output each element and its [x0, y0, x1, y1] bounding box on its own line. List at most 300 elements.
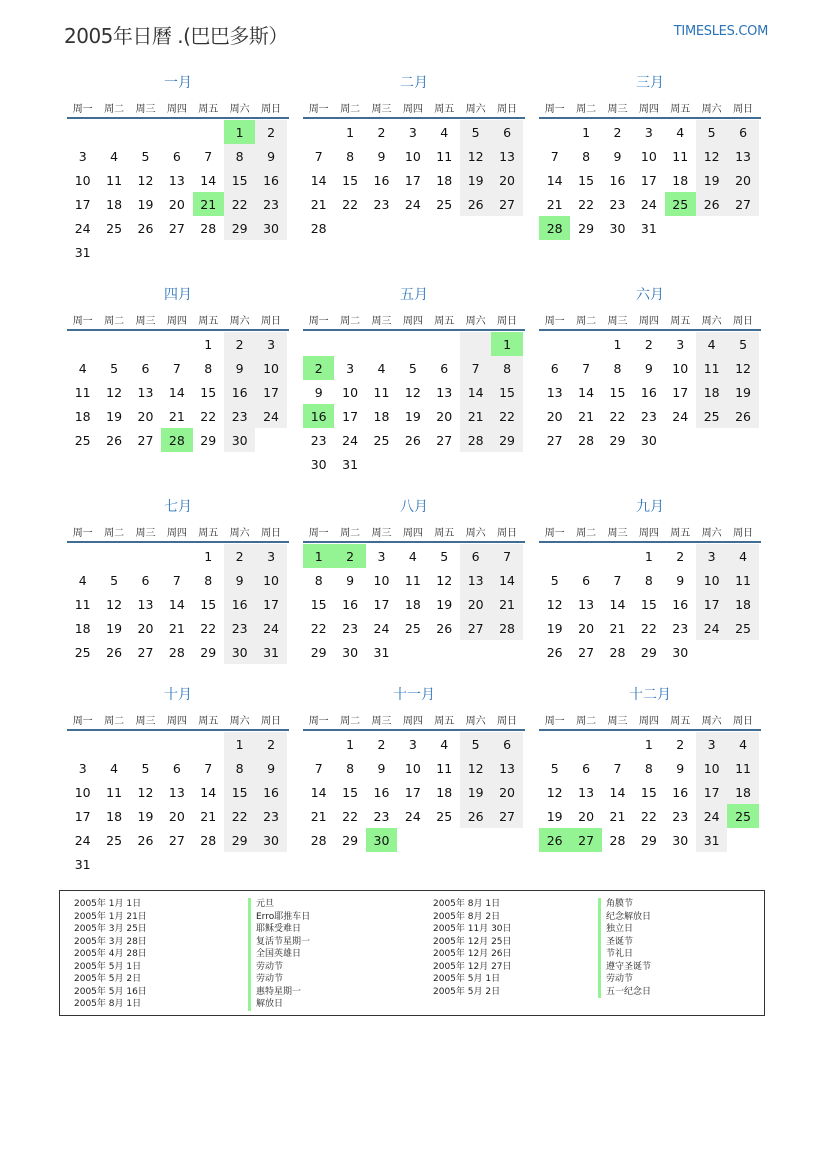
day-cell: 6	[582, 760, 591, 776]
day-cell: 11	[106, 784, 123, 800]
day-cell: 24	[404, 196, 421, 212]
day-cell: 8	[224, 144, 255, 168]
day-cell-empty	[303, 732, 334, 756]
day-cell: 9	[676, 572, 685, 588]
day-cell: 1	[644, 736, 653, 752]
day-cell: 4	[110, 148, 119, 164]
day-cell: 9	[613, 148, 622, 164]
day-cell: 9	[377, 148, 386, 164]
day-cell: 24	[342, 432, 359, 448]
day-cell: 26	[546, 644, 563, 660]
day-cell: 15	[200, 596, 217, 612]
day-cell: 26	[404, 432, 421, 448]
day-cell: 3	[78, 148, 87, 164]
day-cell-holiday: 1	[224, 120, 255, 144]
day-cell: 23	[609, 196, 626, 212]
day-cell: 12	[137, 784, 154, 800]
day-cell: 20	[578, 620, 595, 636]
day-cell: 6	[172, 760, 181, 776]
day-cell: 27	[546, 432, 563, 448]
day-cell: 11	[436, 148, 453, 164]
day-cell-empty	[98, 332, 129, 356]
day-cell-empty	[429, 332, 460, 356]
weekday-header	[303, 709, 525, 731]
day-cell: 13	[137, 384, 154, 400]
month-name: 二月	[400, 75, 428, 91]
day-grid	[303, 544, 525, 664]
day-cell: 4	[78, 572, 87, 588]
day-cell: 29	[491, 428, 522, 452]
day-cell: 28	[200, 832, 217, 848]
weekday-header	[539, 97, 761, 119]
day-cell: 7	[613, 760, 622, 776]
day-cell: 23	[672, 620, 689, 636]
day-cell: 20	[168, 196, 185, 212]
weekday-label: 周六	[229, 315, 250, 327]
day-cell: 19	[106, 620, 123, 636]
day-cell: 26	[727, 404, 758, 428]
day-cell: 29	[200, 432, 217, 448]
day-cell: 18	[404, 596, 421, 612]
day-cell: 9	[255, 756, 286, 780]
legend-holiday-name: Erro耶推车日	[248, 911, 310, 924]
day-cell-empty	[303, 332, 334, 356]
day-cell-empty	[98, 732, 129, 756]
legend-holiday-name: 解放日	[248, 998, 310, 1011]
day-cell: 31	[342, 456, 359, 472]
weekday-label: 周三	[371, 715, 392, 727]
legend-holiday-name: 劳动节	[248, 961, 310, 974]
day-cell: 8	[224, 756, 255, 780]
day-cell: 17	[640, 172, 657, 188]
day-cell: 31	[74, 856, 91, 872]
day-cell: 18	[106, 196, 123, 212]
day-cell: 22	[342, 196, 359, 212]
weekday-header	[67, 521, 289, 543]
day-cell-empty	[161, 732, 192, 756]
day-cell: 14	[310, 784, 327, 800]
day-cell: 21	[460, 404, 491, 428]
day-cell: 6	[491, 732, 522, 756]
day-cell: 23	[224, 404, 255, 428]
weekday-label: 周五	[670, 315, 691, 327]
weekday-label: 周六	[701, 527, 722, 539]
day-cell: 31	[373, 644, 390, 660]
weekday-label: 周日	[261, 103, 282, 115]
day-cell: 27	[491, 192, 522, 216]
day-cell: 25	[74, 644, 91, 660]
day-cell: 24	[74, 832, 91, 848]
day-cell: 24	[404, 808, 421, 824]
legend-date: 2005年 8月 1日	[433, 899, 501, 909]
day-cell: 12	[546, 596, 563, 612]
day-cell: 11	[106, 172, 123, 188]
day-cell: 15	[491, 380, 522, 404]
day-cell: 2	[676, 548, 685, 564]
day-cell: 19	[546, 620, 563, 636]
day-cell: 6	[582, 572, 591, 588]
legend-holiday-name: 全国英雄日	[248, 948, 310, 961]
day-cell: 23	[342, 620, 359, 636]
day-cell: 5	[408, 360, 417, 376]
day-cell: 19	[696, 168, 727, 192]
legend-holiday-name: 元旦	[248, 898, 310, 911]
weekday-label: 周日	[261, 315, 282, 327]
day-cell: 2	[644, 336, 653, 352]
day-cell-holiday: 1	[303, 544, 334, 568]
day-cell: 9	[224, 356, 255, 380]
page-title: 2005年日曆 .(巴巴多斯）	[64, 24, 288, 48]
day-cell: 17	[255, 592, 286, 616]
day-cell: 21	[609, 808, 626, 824]
day-cell: 2	[377, 736, 386, 752]
day-cell: 30	[255, 216, 286, 240]
day-cell: 18	[727, 592, 758, 616]
day-cell-holiday: 30	[366, 828, 397, 852]
day-cell: 24	[255, 616, 286, 640]
weekday-label: 周五	[198, 715, 219, 727]
day-cell: 21	[578, 408, 595, 424]
day-cell: 16	[255, 168, 286, 192]
legend-holiday-name: 圣诞节	[598, 936, 651, 949]
day-cell: 10	[255, 356, 286, 380]
day-grid	[67, 544, 289, 664]
weekday-label: 周一	[308, 315, 329, 327]
legend-date: 2005年 5月 2日	[433, 986, 501, 997]
weekday-label: 周四	[402, 315, 423, 327]
day-cell: 21	[491, 592, 522, 616]
day-cell: 6	[491, 120, 522, 144]
day-cell: 26	[460, 192, 491, 216]
weekday-header	[67, 309, 289, 331]
day-cell: 19	[137, 196, 154, 212]
day-cell: 19	[460, 780, 491, 804]
day-cell: 22	[224, 192, 255, 216]
weekday-label: 周一	[308, 103, 329, 115]
day-cell: 9	[314, 384, 323, 400]
day-cell: 5	[141, 148, 150, 164]
day-cell: 24	[640, 196, 657, 212]
month-name: 十月	[164, 687, 192, 703]
day-cell-empty	[539, 544, 570, 568]
day-cell: 24	[74, 220, 91, 236]
day-cell: 14	[578, 384, 595, 400]
weekday-label: 周六	[229, 527, 250, 539]
day-cell: 18	[436, 784, 453, 800]
weekday-label: 周一	[308, 715, 329, 727]
day-cell: 17	[672, 384, 689, 400]
legend-date: 2005年 1月 21日	[74, 911, 147, 922]
legend-date: 2005年 12月 25日	[433, 936, 512, 947]
legend-names-right	[598, 898, 651, 998]
day-cell: 3	[676, 336, 685, 352]
day-cell: 13	[546, 384, 563, 400]
day-cell: 4	[78, 360, 87, 376]
weekday-label: 周六	[465, 715, 486, 727]
day-cell: 22	[342, 808, 359, 824]
day-cell: 3	[255, 332, 286, 356]
weekday-label: 周二	[340, 103, 361, 115]
day-cell: 17	[696, 592, 727, 616]
day-cell-empty	[460, 332, 491, 356]
weekday-label: 周日	[261, 715, 282, 727]
day-cell: 12	[436, 572, 453, 588]
legend-holiday-name: 耶稣受难日	[248, 923, 310, 936]
weekday-header	[303, 97, 525, 119]
day-cell: 30	[342, 644, 359, 660]
weekday-label: 周六	[701, 715, 722, 727]
weekday-header	[539, 709, 761, 731]
day-cell-empty	[602, 732, 633, 756]
day-cell: 28	[491, 616, 522, 640]
day-cell: 23	[373, 808, 390, 824]
day-cell: 10	[404, 760, 421, 776]
weekday-label: 周二	[104, 103, 125, 115]
day-cell: 8	[346, 760, 355, 776]
day-cell-empty	[67, 732, 98, 756]
weekday-label: 周五	[434, 315, 455, 327]
day-cell: 27	[168, 832, 185, 848]
day-cell: 13	[491, 756, 522, 780]
day-cell-holiday: 27	[570, 828, 601, 852]
day-cell: 27	[137, 432, 154, 448]
weekday-label: 周五	[434, 103, 455, 115]
weekday-label: 周五	[670, 527, 691, 539]
month-block	[539, 686, 761, 852]
day-cell: 4	[676, 124, 685, 140]
day-cell: 29	[640, 644, 657, 660]
day-cell: 12	[727, 356, 758, 380]
day-cell: 17	[74, 808, 91, 824]
day-cell: 29	[224, 216, 255, 240]
day-cell: 9	[377, 760, 386, 776]
day-cell-empty	[539, 732, 570, 756]
day-cell: 15	[224, 168, 255, 192]
day-cell: 14	[200, 172, 217, 188]
weekday-label: 周六	[465, 315, 486, 327]
day-cell: 2	[377, 124, 386, 140]
day-cell: 31	[696, 828, 727, 852]
weekday-label: 周四	[166, 715, 187, 727]
day-cell: 23	[672, 808, 689, 824]
day-cell: 19	[404, 408, 421, 424]
day-cell: 30	[224, 640, 255, 664]
day-cell: 27	[460, 616, 491, 640]
day-cell: 28	[609, 644, 626, 660]
weekday-label: 周三	[371, 527, 392, 539]
legend-holiday-name: 劳动节	[248, 973, 310, 986]
day-cell-holiday: 25	[665, 192, 696, 216]
day-cell: 28	[609, 832, 626, 848]
day-cell: 24	[696, 804, 727, 828]
day-cell: 17	[404, 784, 421, 800]
legend-date: 2005年 3月 28日	[74, 936, 147, 947]
day-grid	[67, 732, 289, 876]
day-cell: 21	[168, 408, 185, 424]
day-cell: 12	[106, 384, 123, 400]
day-cell: 27	[491, 804, 522, 828]
day-cell: 15	[640, 784, 657, 800]
legend-date: 2005年 5月 1日	[433, 974, 501, 984]
month-name: 十一月	[393, 687, 435, 703]
day-cell: 20	[491, 780, 522, 804]
day-cell: 7	[314, 148, 323, 164]
day-cell-empty	[130, 544, 161, 568]
day-cell: 25	[696, 404, 727, 428]
day-cell: 6	[460, 544, 491, 568]
day-cell: 5	[110, 360, 119, 376]
brand-link[interactable]: TIMESLES.COM	[673, 24, 768, 39]
day-cell: 27	[727, 192, 758, 216]
day-cell: 26	[137, 220, 154, 236]
legend-holiday-name: 惠特星期一	[248, 986, 310, 999]
day-cell: 17	[373, 596, 390, 612]
month-block	[303, 498, 525, 664]
day-cell: 17	[342, 408, 359, 424]
weekday-label: 周四	[638, 715, 659, 727]
day-cell: 21	[200, 808, 217, 824]
weekday-header	[67, 97, 289, 119]
day-cell: 30	[672, 644, 689, 660]
day-cell: 10	[74, 172, 91, 188]
weekday-label: 周三	[135, 315, 156, 327]
day-cell: 13	[168, 172, 185, 188]
day-cell: 14	[310, 172, 327, 188]
weekday-label: 周三	[135, 103, 156, 115]
day-cell: 29	[224, 828, 255, 852]
weekday-label: 周二	[104, 715, 125, 727]
day-cell: 29	[578, 220, 595, 236]
day-cell: 19	[727, 380, 758, 404]
day-cell: 13	[491, 144, 522, 168]
day-cell: 2	[224, 544, 255, 568]
day-cell: 13	[578, 596, 595, 612]
weekday-label: 周五	[198, 527, 219, 539]
legend-date: 2005年 4月 28日	[74, 949, 147, 959]
day-cell: 7	[582, 360, 591, 376]
day-cell: 2	[255, 732, 286, 756]
day-cell: 4	[377, 360, 386, 376]
day-cell: 24	[373, 620, 390, 636]
day-cell: 22	[640, 620, 657, 636]
legend-date: 2005年 12月 26日	[433, 949, 512, 959]
weekday-label: 周日	[497, 715, 518, 727]
month-name: 三月	[636, 75, 664, 91]
month-block	[303, 74, 525, 240]
weekday-label: 周六	[465, 527, 486, 539]
day-cell: 4	[696, 332, 727, 356]
day-cell: 22	[609, 408, 626, 424]
day-cell: 1	[613, 336, 622, 352]
day-cell-holiday: 28	[161, 428, 192, 452]
weekday-label: 周三	[135, 527, 156, 539]
day-cell: 13	[578, 784, 595, 800]
day-cell: 18	[74, 408, 91, 424]
weekday-label: 周日	[497, 527, 518, 539]
day-cell: 6	[172, 148, 181, 164]
day-cell: 18	[373, 408, 390, 424]
month-block	[303, 686, 525, 852]
day-cell: 7	[204, 148, 213, 164]
day-cell: 26	[106, 432, 123, 448]
weekday-label: 周日	[733, 315, 754, 327]
day-cell: 28	[200, 220, 217, 236]
legend-date: 2005年 11月 30日	[433, 924, 512, 934]
day-cell: 28	[578, 432, 595, 448]
day-cell: 27	[168, 220, 185, 236]
month-name: 五月	[400, 287, 428, 303]
weekday-label: 周日	[497, 103, 518, 115]
day-cell: 22	[578, 196, 595, 212]
month-block	[539, 74, 761, 240]
day-cell: 20	[460, 592, 491, 616]
day-cell: 22	[200, 408, 217, 424]
day-cell: 11	[727, 756, 758, 780]
weekday-label: 周二	[340, 715, 361, 727]
day-cell: 21	[546, 196, 563, 212]
day-cell: 4	[110, 760, 119, 776]
day-cell: 4	[440, 736, 449, 752]
weekday-label: 周四	[402, 103, 423, 115]
day-cell: 19	[137, 808, 154, 824]
day-cell: 14	[546, 172, 563, 188]
day-cell-empty	[130, 120, 161, 144]
day-cell: 15	[578, 172, 595, 188]
day-cell: 25	[106, 832, 123, 848]
month-block	[303, 286, 525, 476]
day-cell: 1	[582, 124, 591, 140]
day-cell: 4	[727, 732, 758, 756]
day-cell: 3	[696, 544, 727, 568]
weekday-label: 周四	[166, 315, 187, 327]
day-cell: 28	[460, 428, 491, 452]
legend-date: 2005年 12月 27日	[433, 961, 512, 972]
weekday-label: 周二	[576, 315, 597, 327]
day-cell-holiday: 2	[303, 356, 334, 380]
day-grid	[539, 732, 761, 852]
day-cell: 8	[204, 360, 213, 376]
day-cell: 26	[106, 644, 123, 660]
day-cell: 11	[672, 148, 689, 164]
day-cell: 18	[74, 620, 91, 636]
weekday-label: 周四	[638, 103, 659, 115]
weekday-label: 周四	[166, 527, 187, 539]
day-cell: 30	[255, 828, 286, 852]
day-cell-empty	[130, 332, 161, 356]
day-cell: 3	[696, 732, 727, 756]
day-cell: 1	[346, 124, 355, 140]
weekday-header	[67, 709, 289, 731]
day-cell: 6	[727, 120, 758, 144]
weekday-label: 周三	[607, 715, 628, 727]
weekday-label: 周五	[434, 715, 455, 727]
weekday-label: 周日	[733, 715, 754, 727]
day-cell: 4	[408, 548, 417, 564]
legend-date: 2005年 5月 16日	[74, 986, 147, 997]
holiday-legend	[59, 890, 765, 1016]
weekday-label: 周四	[638, 527, 659, 539]
day-cell: 3	[78, 760, 87, 776]
legend-holiday-name: 纪念解放日	[598, 911, 651, 924]
legend-holiday-name: 角膜节	[598, 898, 651, 911]
day-cell: 25	[106, 220, 123, 236]
weekday-header	[303, 309, 525, 331]
day-cell: 23	[373, 196, 390, 212]
day-cell: 29	[342, 832, 359, 848]
legend-names-left	[248, 898, 310, 1011]
day-cell-empty	[397, 332, 428, 356]
day-cell-empty	[303, 120, 334, 144]
